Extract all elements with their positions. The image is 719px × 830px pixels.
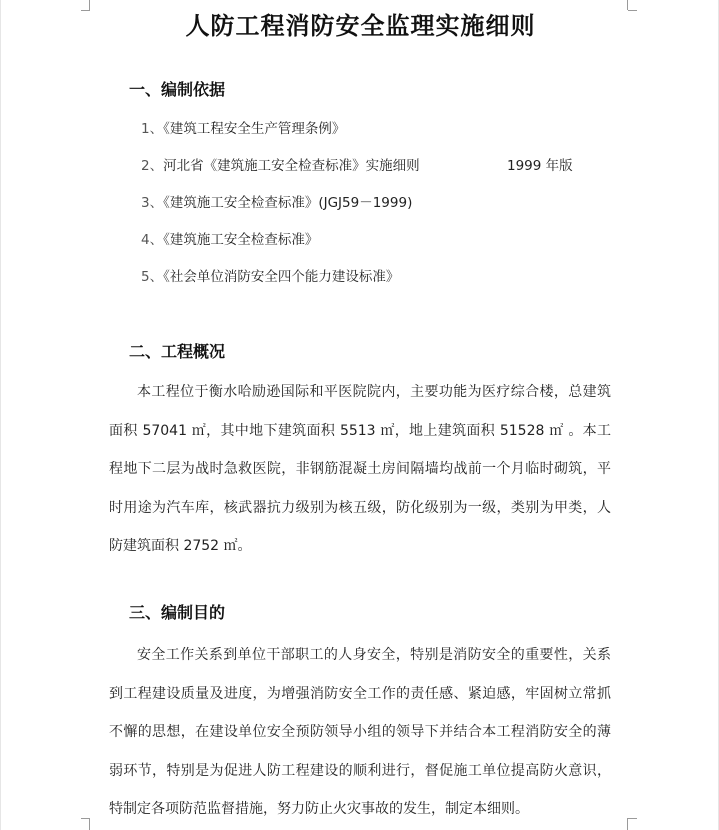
reference-item xyxy=(141,192,420,229)
reference-number: 4、 xyxy=(141,232,164,248)
crop-mark xyxy=(89,818,90,830)
reference-item xyxy=(141,229,420,266)
section-heading-purpose: 三、编制目的 xyxy=(129,603,226,622)
crop-mark xyxy=(627,818,628,830)
reference-number: 2、 xyxy=(141,158,164,174)
reference-text: 《建筑施工安全检查标准》(JGJ59－1999) xyxy=(163,195,413,211)
reference-list xyxy=(141,118,573,303)
crop-mark xyxy=(628,818,637,819)
reference-item xyxy=(141,155,573,192)
reference-text: 河北省《建筑施工安全检查标准》实施细则 xyxy=(163,158,420,174)
reference-item xyxy=(141,266,420,303)
reference-edition: 1999 年版 xyxy=(507,158,573,174)
reference-item xyxy=(141,118,420,155)
overview-paragraph: 本工程位于衡水哈励逊国际和平医院院内，主要功能为医疗综合楼，总建筑面积 57041 ㎡，其中地下建筑面积 5513 ㎡，地上建筑面积 51528 ㎡ 。本工程地下二层为战时急救医院，非钢筋混凝土房间隔墙均战前一个月临时砌筑，平时用途为汽车库，核武器抗力级别为核五级，防化级别为一级，类别为甲类，人防建筑面积 2752 ㎡。 xyxy=(109,384,611,554)
document-title: 人防工程消防安全监理实施细则 xyxy=(185,11,536,40)
reference-text: 《建筑工程安全生产管理条例》 xyxy=(163,121,346,137)
reference-number: 3、 xyxy=(141,195,164,211)
reference-number: 1、 xyxy=(141,121,164,137)
reference-text: 《社会单位消防安全四个能力建设标准》 xyxy=(163,269,400,285)
section-heading-basis: 一、编制依据 xyxy=(129,80,226,99)
section-heading-overview: 二、工程概况 xyxy=(129,342,226,361)
crop-mark xyxy=(81,818,90,819)
purpose-paragraph: 安全工作关系到单位干部职工的人身安全，特别是消防安全的重要性，关系到工程建设质量及进度，为增强消防安全工作的责任感、紧迫感，牢固树立常抓不懈的思想，在建设单位安全预防领导小组的领导下并结合本工程消防安全的薄弱环节，特别是为促进人防工程建设的顺利进行，督促施工单位提高防火意识，特制定各项防范监督措施，努力防止火灾事故的发生，制定本细则。 xyxy=(109,647,611,817)
reference-number: 5、 xyxy=(141,269,164,285)
reference-text: 《建筑施工安全检查标准》 xyxy=(163,232,319,248)
